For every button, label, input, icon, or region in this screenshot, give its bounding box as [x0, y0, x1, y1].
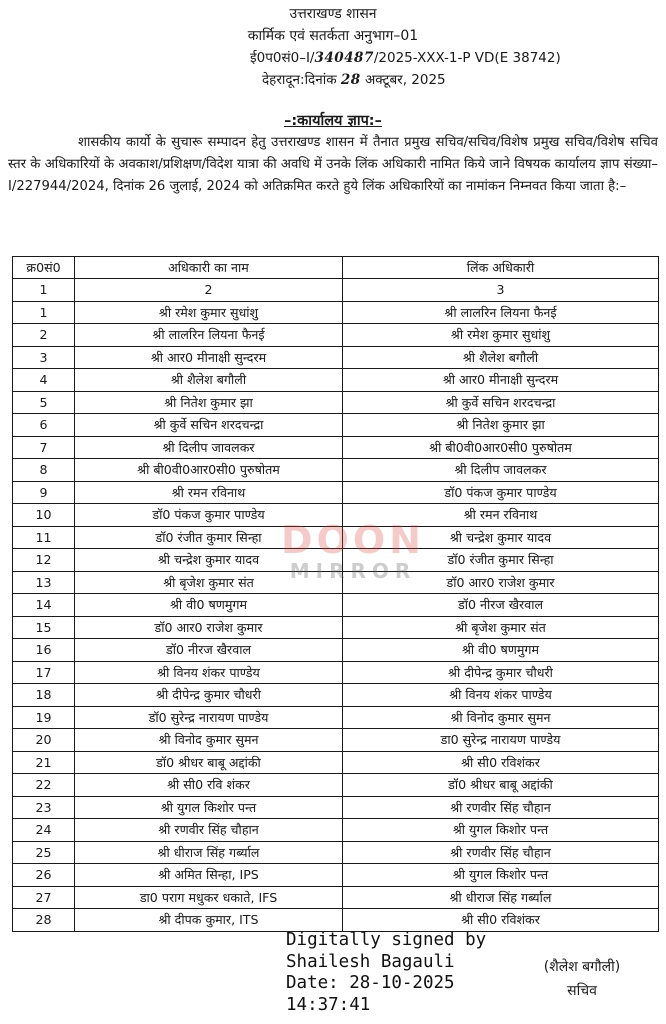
index-cell: 2 [75, 279, 343, 302]
section-heading: कार्मिक एवं सतर्कता अनुभाग–01 [247, 28, 419, 44]
col-header-officer: अधिकारी का नाम [75, 257, 343, 279]
officer-name-cell: डॉ0 आर0 राजेश कुमार [75, 616, 343, 639]
table-row [13, 571, 659, 594]
link-officer-cell: श्री आर0 मीनाक्षी सुन्दरम [343, 369, 659, 392]
serial-cell: 21 [13, 751, 75, 774]
table-row [13, 706, 659, 729]
officer-name-cell: श्री बी0वी0आर0सी0 पुरुषोतम [75, 459, 343, 482]
serial-cell: 24 [13, 819, 75, 842]
link-officer-cell: श्री युगल किशोर पन्त [343, 864, 659, 887]
serial-cell: 19 [13, 706, 75, 729]
index-cell: 3 [343, 279, 659, 302]
serial-cell: 17 [13, 661, 75, 684]
officer-name-cell: श्री दीपेन्द्र कुमार चौधरी [75, 684, 343, 707]
digsig-date: Date: 28-10-2025 [286, 973, 455, 993]
link-officer-cell: श्री रमेश कुमार सुधांशु [343, 324, 659, 347]
link-officer-cell: श्री रमन रविनाथ [343, 504, 659, 527]
serial-cell: 20 [13, 729, 75, 752]
table-row [13, 886, 659, 909]
officer-name-cell: श्री बृजेश कुमार संत [75, 571, 343, 594]
link-officer-cell: श्री चन्द्रेश कुमार यादव [343, 526, 659, 549]
memo-title: –:कार्यालय ज्ञाप:– [284, 113, 382, 129]
link-officer-cell: श्री शैलेश बगौली [343, 346, 659, 369]
table-index-row [13, 279, 659, 302]
table-row [13, 346, 659, 369]
table-row [13, 594, 659, 617]
link-officer-cell: श्री सी0 रविशंकर [343, 909, 659, 932]
serial-cell: 7 [13, 436, 75, 459]
officer-name-cell: श्री रमेश कुमार सुधांशु [75, 301, 343, 324]
link-officer-cell: श्री बी0वी0आर0सी0 पुरुषोतम [343, 436, 659, 459]
link-officer-cell: श्री युगल किशोर पन्त [343, 819, 659, 842]
officer-name-cell: श्री रणवीर सिंह चौहान [75, 819, 343, 842]
serial-cell: 10 [13, 504, 75, 527]
officer-name-cell: श्री विनोद कुमार सुमन [75, 729, 343, 752]
ref-prefix: ई0प0सं0–I/ [250, 50, 315, 66]
date-handwritten-day: 28 [340, 72, 361, 88]
reference-number [250, 48, 610, 68]
serial-cell: 2 [13, 324, 75, 347]
table-row [13, 909, 659, 932]
officer-name-cell: श्री शैलेश बगौली [75, 369, 343, 392]
table-row [13, 819, 659, 842]
serial-cell: 27 [13, 886, 75, 909]
serial-cell: 9 [13, 481, 75, 504]
link-officer-cell: डा0 सुरेन्द्र नारायण पाण्डेय [343, 729, 659, 752]
date-prefix: देहरादून:दिनांक [262, 72, 337, 88]
digital-signature-block [286, 930, 546, 1016]
table-row [13, 639, 659, 662]
link-officer-cell: श्री दीपेन्द्र कुमार चौधरी [343, 661, 659, 684]
signatory-name: (शैलेश बगौली) [543, 959, 621, 975]
table-row [13, 729, 659, 752]
table-row [13, 369, 659, 392]
memo-body-paragraph: शासकीय कार्यो के सुचारू सम्पादन हेतु उत्तराखण्ड शासन में तैनात प्रमुख सचिव/सचिव/विशेष प्रमुख सचिव/विशेष सचिव स्तर के अधिकारियों के अवकाश/प्रशिक्षण/विदेश यात्रा की अवधि में उनके लिंक अधिकारी नामित किये जाने विषयक कार्यालय ज्ञाप संख्या–I/227944/2024, दिनांक 26 जुलाई, 2024 को अतिक्रमित करते हुये लिंक अधिकारियों का नामांकन निम्नवत किया जाता है:– [8, 135, 658, 194]
officer-name-cell: डा0 पराग मधुकर धकाते, IFS [75, 886, 343, 909]
table-row [13, 526, 659, 549]
link-officer-cell: श्री विनय शंकर पाण्डेय [343, 684, 659, 707]
table-row [13, 436, 659, 459]
serial-cell: 18 [13, 684, 75, 707]
table-row [13, 751, 659, 774]
officer-name-cell: श्री आर0 मीनाक्षी सुन्दरम [75, 346, 343, 369]
officer-name-cell: डॉ0 श्रीधर बाबू अद्दांकी [75, 751, 343, 774]
serial-cell: 15 [13, 616, 75, 639]
serial-cell: 1 [13, 301, 75, 324]
link-officer-cell: श्री बृजेश कुमार संत [343, 616, 659, 639]
officer-name-cell: श्री अमित सिन्हा, IPS [75, 864, 343, 887]
table-row [13, 481, 659, 504]
serial-cell: 14 [13, 594, 75, 617]
officer-name-cell: श्री दीपक कुमार, ITS [75, 909, 343, 932]
serial-cell: 22 [13, 774, 75, 797]
serial-cell: 16 [13, 639, 75, 662]
digsig-signer: Shailesh Bagauli [286, 951, 455, 972]
serial-cell: 23 [13, 796, 75, 819]
digsig-time: 14:37:41 [286, 994, 371, 1015]
officer-name-cell: श्री कुर्वे सचिन शरदचन्द्रा [75, 414, 343, 437]
ref-suffix: /2025-XXX-1-P VD(E 38742) [373, 50, 561, 66]
table-row [13, 796, 659, 819]
link-officer-cell: डॉ0 पंकज कुमार पाण्डेय [343, 481, 659, 504]
link-officer-cell: डॉ0 आर0 राजेश कुमार [343, 571, 659, 594]
table-row [13, 414, 659, 437]
officer-name-cell: डॉ0 सुरेन्द्र नारायण पाण्डेय [75, 706, 343, 729]
officer-name-cell: श्री दिलीप जावलकर [75, 436, 343, 459]
link-officer-cell: श्री दिलीप जावलकर [343, 459, 659, 482]
officer-name-cell: श्री सी0 रवि शंकर [75, 774, 343, 797]
serial-cell: 28 [13, 909, 75, 932]
link-officer-cell: डॉ0 रंजीत कुमार सिन्हा [343, 549, 659, 572]
officer-name-cell: डॉ0 पंकज कुमार पाण्डेय [75, 504, 343, 527]
watermark-line1: DOON [281, 518, 425, 562]
table-row [13, 774, 659, 797]
table-row [13, 684, 659, 707]
serial-cell: 5 [13, 391, 75, 414]
index-cell: 1 [13, 279, 75, 302]
watermark-line2: MIRROR [289, 559, 417, 583]
table-row [13, 549, 659, 572]
serial-cell: 4 [13, 369, 75, 392]
link-officer-cell: श्री कुर्वे सचिन शरदचन्द्रा [343, 391, 659, 414]
link-officer-table [12, 256, 659, 932]
col-header-serial: क्र0सं0 [13, 257, 75, 279]
link-officer-cell: श्री विनोद कुमार सुमन [343, 706, 659, 729]
link-officer-cell: श्री सी0 रविशंकर [343, 751, 659, 774]
link-officer-cell: श्री रणवीर सिंह चौहान [343, 841, 659, 864]
table-row [13, 661, 659, 684]
link-officer-cell: श्री रणवीर सिंह चौहान [343, 796, 659, 819]
officer-name-cell: श्री चन्द्रेश कुमार यादव [75, 549, 343, 572]
date-suffix: अक्टूबर, 2025 [364, 72, 446, 88]
table-row [13, 301, 659, 324]
table-row [13, 324, 659, 347]
signatory-block [512, 955, 652, 1003]
officer-name-cell: श्री वी0 षणमुगम [75, 594, 343, 617]
officer-name-cell: डॉ0 रंजीत कुमार सिन्हा [75, 526, 343, 549]
table-row [13, 391, 659, 414]
officer-name-cell: डॉ0 नीरज खैरवाल [75, 639, 343, 662]
col-header-link-officer: लिंक अधिकारी [343, 257, 659, 279]
link-officer-cell: श्री धीराज सिंह गर्ब्याल [343, 886, 659, 909]
serial-cell: 8 [13, 459, 75, 482]
serial-cell: 25 [13, 841, 75, 864]
table-row [13, 864, 659, 887]
link-officer-cell: श्री वी0 षणमुगम [343, 639, 659, 662]
issue-date [262, 70, 622, 90]
govt-heading: उत्तराखण्ड शासन [289, 6, 377, 22]
signatory-designation: सचिव [567, 983, 597, 999]
officer-name-cell: श्री युगल किशोर पन्त [75, 796, 343, 819]
officer-name-cell: श्री रमन रविनाथ [75, 481, 343, 504]
table-row [13, 459, 659, 482]
officer-name-cell: श्री विनय शंकर पाण्डेय [75, 661, 343, 684]
serial-cell: 13 [13, 571, 75, 594]
serial-cell: 6 [13, 414, 75, 437]
link-officer-cell: डॉ0 नीरज खैरवाल [343, 594, 659, 617]
link-officer-cell: डॉ0 श्रीधर बाबू अद्दांकी [343, 774, 659, 797]
serial-cell: 26 [13, 864, 75, 887]
table-row [13, 616, 659, 639]
table-header-row [13, 257, 659, 279]
table-row [13, 841, 659, 864]
link-officer-cell: श्री नितेश कुमार झा [343, 414, 659, 437]
serial-cell: 12 [13, 549, 75, 572]
link-officer-cell: श्री लालरिन लियना फैनई [343, 301, 659, 324]
serial-cell: 11 [13, 526, 75, 549]
officer-name-cell: श्री धीराज सिंह गर्ब्याल [75, 841, 343, 864]
table-row [13, 504, 659, 527]
ref-handwritten-number: 340487 [314, 50, 374, 66]
serial-cell: 3 [13, 346, 75, 369]
officer-name-cell: श्री नितेश कुमार झा [75, 391, 343, 414]
officer-name-cell: श्री लालरिन लियना फैनई [75, 324, 343, 347]
digsig-line: Digitally signed by [286, 930, 487, 950]
